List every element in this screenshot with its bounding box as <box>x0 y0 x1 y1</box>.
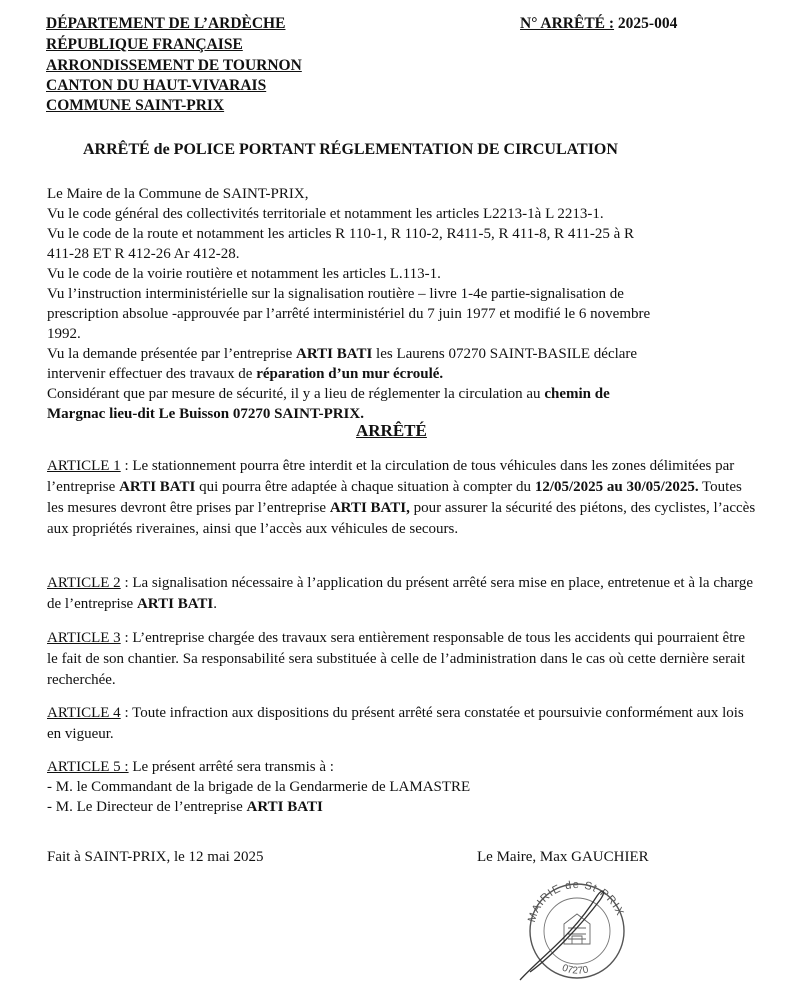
text: intervenir effectuer des travaux de <box>47 366 257 382</box>
header-arrondissement: ARRONDISSEMENT DE TOURNON <box>46 57 302 74</box>
preamble-line: 411-28 ET R 412-26 Ar 412-28. <box>47 246 240 262</box>
date-range: 12/05/2025 au 30/05/2025. <box>534 479 699 495</box>
article-3 <box>47 628 759 691</box>
location: Margnac lieu-dit Le Buisson 07270 SAINT-PRIX. <box>47 406 364 422</box>
text: Le présent arrêté sera transmis à : <box>128 759 334 775</box>
preamble-line: Vu le code général des collectivités territoriale et notamment les articles L2213-1à L 2213-1. <box>47 206 604 222</box>
document-title: ARRÊTÉ de POLICE PORTANT RÉGLEMENTATION DE CIRCULATION <box>83 141 618 158</box>
text: les Laurens 07270 SAINT-BASILE déclare <box>372 346 638 362</box>
company-name: ARTI BATI, <box>329 500 410 516</box>
text: : Le stationnement pourra être interdit et la circulation de tous véhicules dans les zones délimitées par l’entreprise <box>47 458 735 495</box>
stamp-top-text: MAIRIE de St PRIX <box>525 878 627 924</box>
preamble-line: Vu le code de la voirie routière et notamment les articles L.113-1. <box>47 266 441 282</box>
svg-text:MAIRIE de St PRIX <box>526 879 626 924</box>
text: Considérant que par mesure de sécurité, il y a lieu de réglementer la circulation au <box>47 386 545 402</box>
preamble-line <box>47 364 443 385</box>
text: - M. Le Directeur de l’entreprise <box>47 799 247 815</box>
arrete-number <box>520 15 677 33</box>
header-republique: RÉPUBLIQUE FRANÇAISE <box>46 36 243 53</box>
company-name: ARTI BATI <box>246 799 323 815</box>
article-label: ARTICLE 2 <box>47 575 121 591</box>
company-name: ARTI BATI <box>136 596 214 612</box>
text: : La signalisation nécessaire à l’application du présent arrêté sera mise en place, entretenue et à la charge de l’entreprise <box>47 575 754 612</box>
text: . <box>213 596 218 612</box>
article-label: ARTICLE 5 : <box>47 759 129 775</box>
article-1 <box>47 456 759 540</box>
preamble-line <box>47 384 610 405</box>
preamble-line: Vu le code de la route et notamment les articles R 110-1, R 110-2, R411-5, R 411-8, R 411-25 à R <box>47 226 635 242</box>
article-label: ARTICLE 3 <box>47 630 121 646</box>
recipient-line: - M. le Commandant de la brigade de la Gendarmerie de LAMASTRE <box>47 779 471 795</box>
header-departement: DÉPARTEMENT DE L’ARDÈCHE <box>46 15 286 32</box>
text: : Toute infraction aux dispositions du présent arrêté sera constatée et poursuivie conformément aux lois en vigueur. <box>47 705 744 742</box>
preamble-line: prescription absolue -approuvée par l’arrêté interministériel du 7 juin 1977 et modifié le 6 novembre <box>47 306 651 322</box>
article-4 <box>47 703 759 745</box>
preamble-line <box>47 344 637 365</box>
mairie-stamp <box>512 876 642 986</box>
arrete-number-label: N° ARRÊTÉ : <box>520 15 615 32</box>
mayor-signature-name: Le Maire, Max GAUCHIER <box>477 849 649 865</box>
text: Vu la demande présentée par l’entreprise <box>47 346 296 362</box>
recipient-line <box>47 797 323 818</box>
place-date: Fait à SAINT-PRIX, le 12 mai 2025 <box>47 849 264 865</box>
arrete-number-value: 2025-004 <box>617 15 678 32</box>
location: chemin de <box>544 386 610 402</box>
works-description: réparation d’un mur écroulé. <box>256 366 444 382</box>
preamble-line: Le Maire de la Commune de SAINT-PRIX, <box>47 186 309 202</box>
company-name: ARTI BATI <box>119 479 196 495</box>
preamble-line: Vu l’instruction interministérielle sur la signalisation routière – livre 1-4e partie-signalisation de <box>47 286 624 302</box>
arrete-heading: ARRÊTÉ <box>356 421 427 440</box>
svg-text:07270 <box>560 963 589 977</box>
preamble-line <box>47 404 364 425</box>
text: qui pourra être adaptée à chaque situation à compter du <box>195 479 535 495</box>
text: pour assurer la sécurité des piétons, des cyclistes, l’accès aux propriétés riveraines, ainsi que l’accès aux véhicules de secours. <box>47 500 756 537</box>
text: : L’entreprise chargée des travaux sera entièrement responsable de tous les accidents qui pourraient être le fait de son chantier. Sa responsabilité sera substituée à celle de l’administration dans le cas où cette dernière serait recherchée. <box>47 630 746 688</box>
article-label: ARTICLE 4 <box>47 705 121 721</box>
article-label: ARTICLE 1 <box>47 458 121 474</box>
text: Toutes les mesures devront être prises par l’entreprise <box>47 479 742 516</box>
stamp-bottom-text: 07270 <box>560 962 590 977</box>
preamble-line: 1992. <box>47 326 81 342</box>
header-canton: CANTON DU HAUT-VIVARAIS <box>46 77 267 94</box>
article-2 <box>47 573 759 615</box>
company-name: ARTI BATI <box>295 346 373 362</box>
article-5 <box>47 757 334 778</box>
header-commune: COMMUNE SAINT-PRIX <box>46 97 225 114</box>
